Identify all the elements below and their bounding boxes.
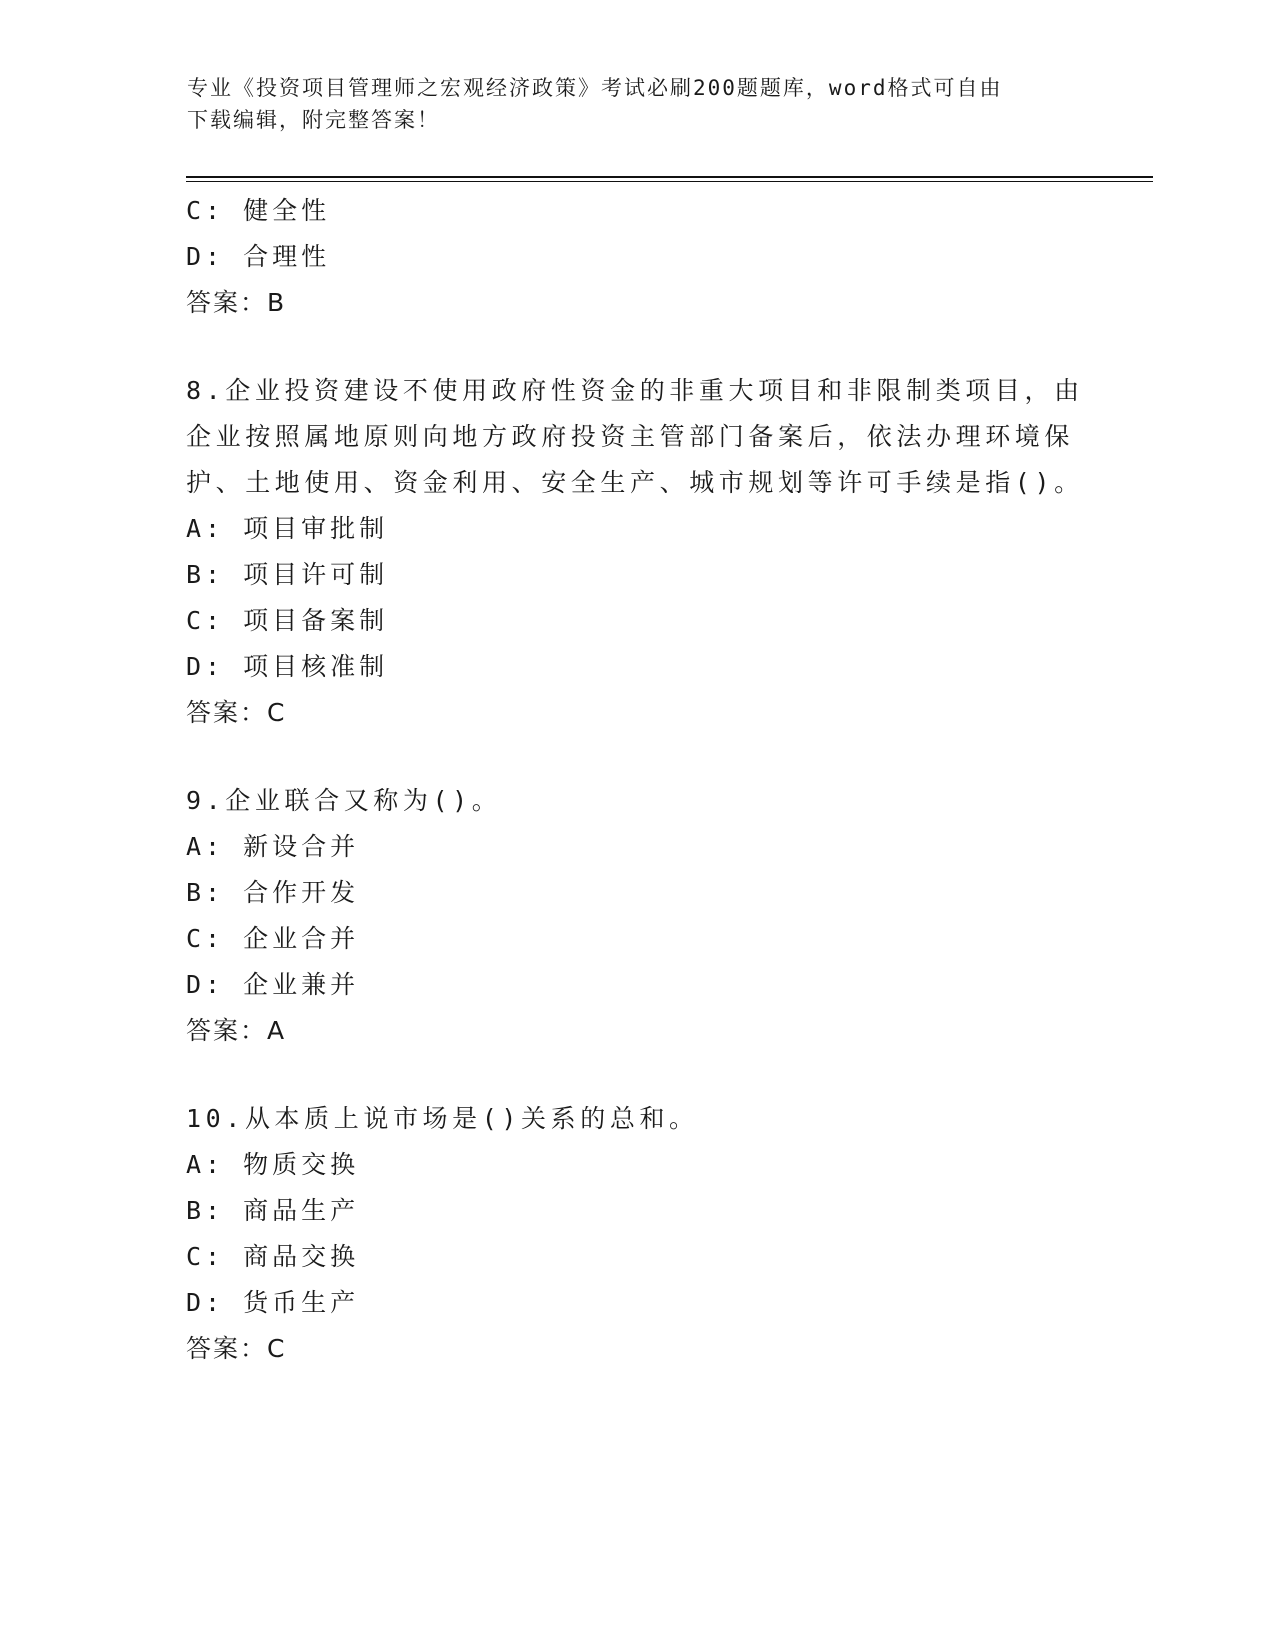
question-text [186,368,1084,506]
question-text-line: 护、土地使用、资金利用、安全生产、城市规划等许可手续是指()。 [186,468,1084,497]
spacer [186,1054,1066,1096]
option-a: A: 物质交换 [186,1150,360,1179]
answer-line: 答案：C [186,698,287,727]
option-c: C: 项目备案制 [186,606,389,635]
option-a: A: 新设合并 [186,832,360,861]
option-c: C: 商品交换 [186,1242,360,1271]
question-text-line: 8.企业投资建设不使用政府性资金的非重大项目和非限制类项目，由 [186,376,1084,405]
option-d: D: 项目核准制 [186,652,389,681]
option-d: D: 货币生产 [186,1288,360,1317]
document-header [187,72,1067,136]
spacer [186,736,1066,778]
question-text [186,778,1066,824]
header-divider-thick [186,176,1153,178]
carryover-block [186,188,1066,326]
question-text-line: 企业按照属地原则向地方政府投资主管部门备案后，依法办理环境保 [186,422,1075,451]
header-line-1: 专业《投资项目管理师之宏观经济政策》考试必刷200题题库，word格式可自由 [187,76,1003,100]
question-9 [186,778,1066,1054]
question-text-line: 10.从本质上说市场是()关系的总和。 [186,1104,699,1133]
option-b: B: 合作开发 [186,878,360,907]
answer-line: 答案：B [186,288,287,317]
question-list [186,188,1084,1372]
spacer [186,326,1066,368]
question-text [186,1096,1066,1142]
question-10 [186,1096,1066,1372]
answer-line: 答案：A [186,1016,287,1045]
option-d: D: 合理性 [186,242,331,271]
option-b: B: 项目许可制 [186,560,389,589]
option-c: C: 健全性 [186,196,331,225]
header-divider-thin [186,181,1153,182]
option-a: A: 项目审批制 [186,514,389,543]
question-text-line: 9.企业联合又称为()。 [186,786,502,815]
option-d: D: 企业兼并 [186,970,360,999]
question-8 [186,368,1084,736]
option-b: B: 商品生产 [186,1196,360,1225]
answer-line: 答案：C [186,1334,287,1363]
header-line-2: 下载编辑，附完整答案！ [187,108,440,132]
option-c: C: 企业合并 [186,924,360,953]
